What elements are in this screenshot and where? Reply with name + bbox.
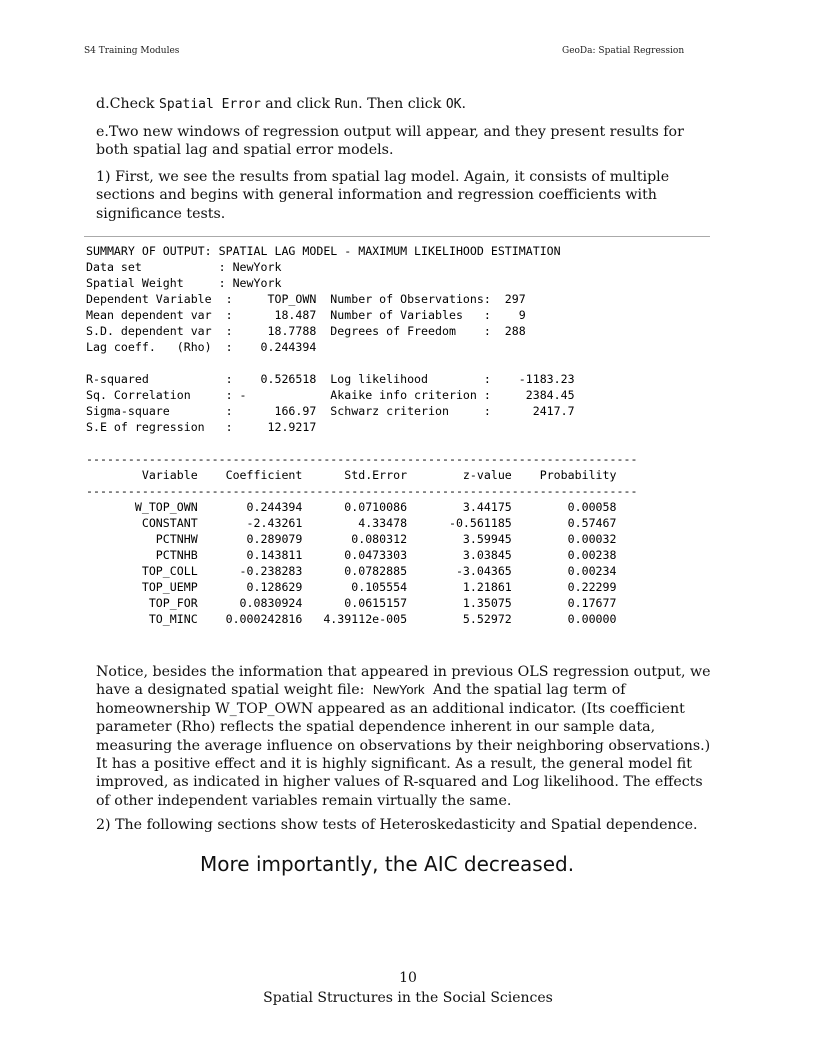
variable-cell: TOP_FOR [86,596,212,610]
coefficient-cell: 0.289079 [211,532,317,546]
notice-before: Notice, besides the information that appeared in previous OLS regression output, we have a designated spatial weight file: [96,664,711,699]
variable-cell: TOP_COLL [86,564,212,578]
z-value-cell: 5.52972 [421,612,526,626]
coefficient-cell: -0.238283 [211,564,317,578]
column-header-coefficient: Coefficient [211,468,317,482]
page-number: 10 [399,970,417,986]
summary-line: Mean dependent var : 18.487 Number of Variables : 9 [86,308,526,322]
regression-output-panel [84,236,710,627]
z-value-cell: 3.03845 [421,548,526,562]
coefficient-cell: -2.43261 [211,516,317,530]
step-d-mid: and click [260,96,335,112]
probability-cell: 0.00234 [525,564,617,578]
probability-cell: 0.00238 [525,548,617,562]
variable-cell: TOP_UEMP [86,580,212,594]
running-header-right: GeoDa: Spatial Regression [562,46,685,56]
summary-line: Data set : NewYork [86,260,282,274]
summary-line: Sq. Correlation : - Akaike info criterion : 2384.45 [86,388,575,402]
running-header-left: S4 Training Modules [84,46,180,56]
coefficient-cell: 0.128629 [211,580,317,594]
spatial-error-option: Spatial Error [159,97,261,112]
column-header-z-value: z-value [421,468,526,482]
variable-cell: CONSTANT [86,516,212,530]
std-error-cell: 0.0782885 [316,564,422,578]
probability-cell: 0.17677 [525,596,617,610]
coefficient-table-header [86,468,617,482]
table-row [86,548,617,562]
z-value-cell: 1.35075 [421,596,526,610]
std-error-cell: 0.0615157 [316,596,422,610]
probability-cell: 0.00058 [525,500,617,514]
notice-paragraph [96,663,718,810]
coefficient-cell: 0.000242816 [211,612,317,626]
coefficient-cell: 0.143811 [211,548,317,562]
z-value-cell: -3.04365 [421,564,526,578]
summary-line: Dependent Variable : TOP_OWN Number of Observations: 297 [86,292,526,306]
step-d-prefix: d.Check [96,96,160,112]
step-d-instruction [96,95,708,114]
summary-title: SUMMARY OF OUTPUT: SPATIAL LAG MODEL - MAXIMUM LIKELIHOOD ESTIMATION [86,244,561,258]
notice-after: And the spatial lag term of homeownership W_TOP_OWN appeared as an additional indicator. (Its coefficient parameter (Rho) reflects the spatial dependence inherent in our sample data, measuring the average influence on observations by their neighboring observations.) It has a positive effect and it is highly significant. As a result, the general model fit improved, as indicated in higher values of R-squared and Log likelihood. The effects of other independent variables remain virtually the same. [96,682,711,809]
column-header-probability: Probability [525,468,617,482]
column-header-variable: Variable [86,468,212,482]
step-e-paragraph: e.Two new windows of regression output will appear, and they present results for both spatial lag and spatial error models. [96,124,684,159]
variable-cell: W_TOP_OWN [86,500,212,514]
step-2-paragraph: 2) The following sections show tests of Heteroskedasticity and Spatial dependence. [96,817,698,833]
aic-annotation: More importantly, the AIC decreased. [200,852,575,876]
variable-cell: PCTNHB [86,548,212,562]
summary-line: Sigma-square : 166.97 Schwarz criterion : 2417.7 [86,404,575,418]
summary-line: R-squared : 0.526518 Log likelihood : -1183.23 [86,372,575,386]
table-row [86,500,617,514]
table-row [86,596,617,610]
coefficient-cell: 0.244394 [211,500,317,514]
column-header-std-error: Std.Error [316,468,422,482]
coefficient-cell: 0.0830924 [211,596,317,610]
variable-cell: PCTNHW [86,532,212,546]
z-value-cell: 3.59945 [421,532,526,546]
table-row [86,516,617,530]
std-error-cell: 4.39112e-005 [316,612,422,626]
step-1-paragraph: 1) First, we see the results from spatial lag model. Again, it consists of multiple sections and begins with general information and regression coefficients with significance tests. [96,169,670,222]
std-error-cell: 0.0710086 [316,500,422,514]
table-row [86,564,617,578]
std-error-cell: 4.33478 [316,516,422,530]
summary-line: S.E of regression : 12.9217 [86,420,317,434]
probability-cell: 0.00000 [525,612,617,626]
regression-output-text [84,237,710,627]
table-rule-top: ------------------------------------------------------------------------------- [86,452,638,466]
probability-cell: 0.22299 [525,580,617,594]
table-rule-mid: ------------------------------------------------------------------------------- [86,484,638,498]
footer-title: Spatial Structures in the Social Sciences [263,990,553,1006]
weight-file-name: NewYork [372,682,425,698]
ok-button-label: OK [445,97,462,112]
summary-line: S.D. dependent var : 18.7788 Degrees of Freedom : 288 [86,324,526,338]
std-error-cell: 0.0473303 [316,548,422,562]
z-value-cell: -0.561185 [421,516,526,530]
table-row [86,580,617,594]
z-value-cell: 1.21861 [421,580,526,594]
probability-cell: 0.00032 [525,532,617,546]
std-error-cell: 0.080312 [316,532,422,546]
z-value-cell: 3.44175 [421,500,526,514]
summary-line: Spatial Weight : NewYork [86,276,282,290]
summary-line: Lag coeff. (Rho) : 0.244394 [86,340,317,354]
step-d-end: . [461,96,466,112]
variable-cell: TO_MINC [86,612,212,626]
std-error-cell: 0.105554 [316,580,422,594]
step-d-then: . Then click [358,96,446,112]
table-row [86,532,617,546]
table-row [86,612,617,626]
run-button-label: Run [334,97,359,112]
probability-cell: 0.57467 [525,516,617,530]
